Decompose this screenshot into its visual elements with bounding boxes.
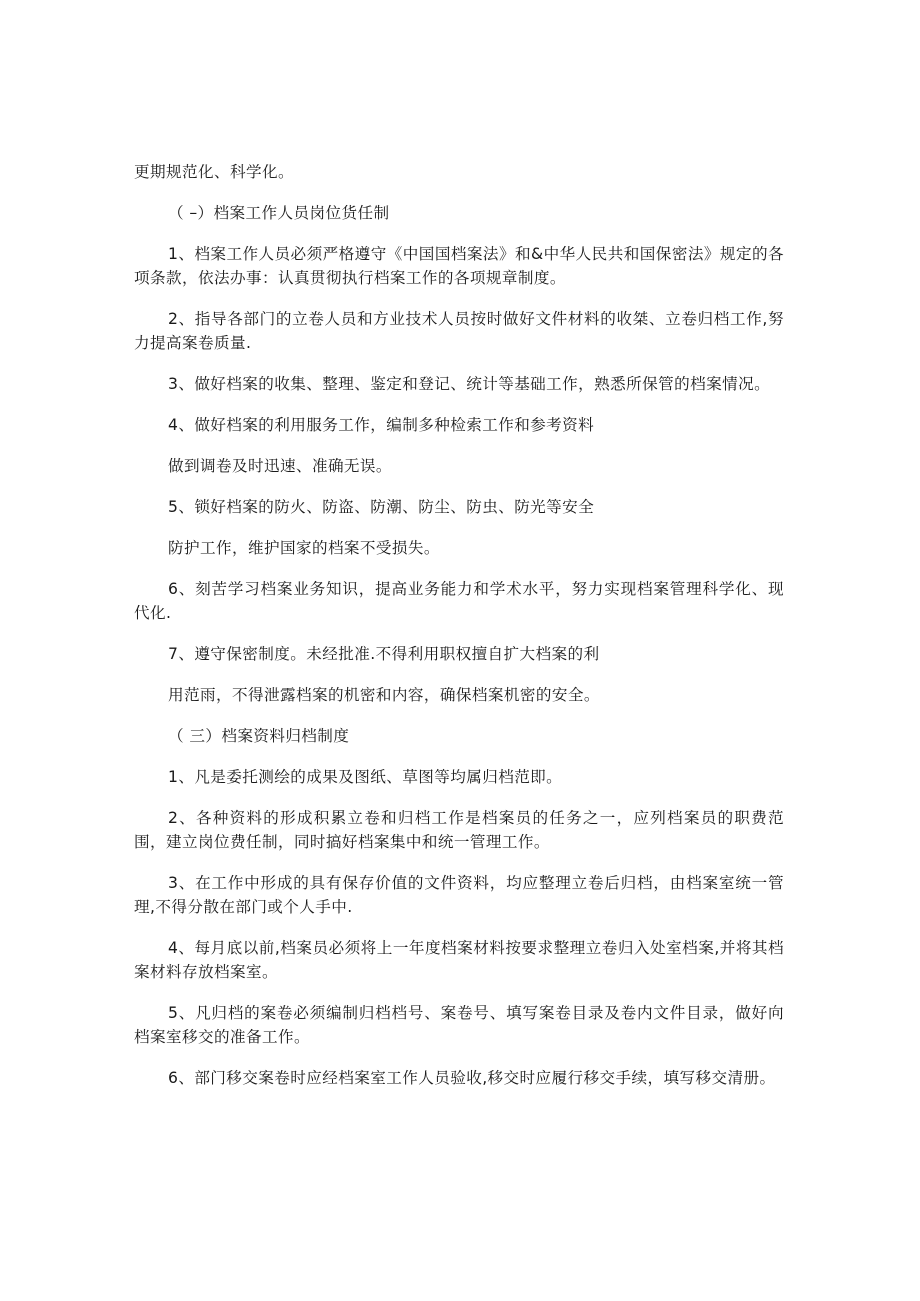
paragraph-item: 3、在工作中形成的具有保存价值的文件资料，均应整理立卷后归档，由档案室统一管理,不得分散在部门或个人手中. xyxy=(134,874,784,916)
paragraph-continuation: 用范雨，不得泄露档案的机密和内容，确保档案机密的安全。 xyxy=(168,686,600,704)
section-heading-3: （ 三）档案资料归档制度 xyxy=(168,727,350,745)
section-heading-2: （ –）档案工作人员岗位货任制 xyxy=(168,204,390,222)
paragraph-item: 6、刻苦学习档案业务知识，提高业务能力和学术水平，努力实现档案管理科学化、现代化. xyxy=(134,580,784,622)
paragraph-continuation: 更期规范化、科学化。 xyxy=(134,163,294,181)
paragraph-item: 6、部门移交案卷时应经档案室工作人员验收,移交时应履行移交手续，填写移交清册。 xyxy=(168,1069,776,1087)
document-body xyxy=(134,160,784,1107)
paragraph-item: 3、做好档案的收集、整理、鉴定和登记、统计等基础工作，熟悉所保管的档案情况。 xyxy=(168,375,771,393)
paragraph-item: 4、每月底以前,档案员必须将上一年度档案材料按要求整理立卷归入处室档案,并将其档案材料存放档案室。 xyxy=(134,939,784,981)
paragraph-item: 5、凡归档的案卷必须编制归档档号、案卷号、填写案卷目录及卷内文件目录，做好向档案室移交的准备工作。 xyxy=(134,1004,784,1046)
paragraph-item: 1、档案工作人员必须严格遵守《中国国档案法》和&中华人民共和国保密法》规定的各项条款，依法办事：认真贯彻执行档案工作的各项规章制度。 xyxy=(134,245,784,287)
paragraph-item: 7、遵守保密制度。未经批准.不得利用职权擅自扩大档案的利 xyxy=(168,645,600,663)
paragraph-item: 2、各种资料的形成积累立卷和归档工作是档案员的任务之一，应列档案员的职费范围，建立岗位费任制，同时搞好档案集中和统一管理工作。 xyxy=(134,809,784,851)
paragraph-item: 4、做好档案的利用服务工作，编制多种检索工作和参考资料 xyxy=(168,416,595,434)
paragraph-item: 2、指导各部门的立卷人员和方业技术人员按时做好文件材料的收桀、立卷归档工作,努力提高案卷质量. xyxy=(134,310,784,352)
paragraph-item: 5、锁好档案的防火、防盗、防潮、防尘、防虫、防光等安全 xyxy=(168,498,595,516)
paragraph-item: 1、凡是委托测绘的成果及图纸、草图等均属归档范即。 xyxy=(168,768,563,786)
paragraph-continuation: 做到调卷及时迅速、准确无误。 xyxy=(168,457,392,475)
paragraph-continuation: 防护工作，维护国家的档案不受损失。 xyxy=(168,539,440,557)
